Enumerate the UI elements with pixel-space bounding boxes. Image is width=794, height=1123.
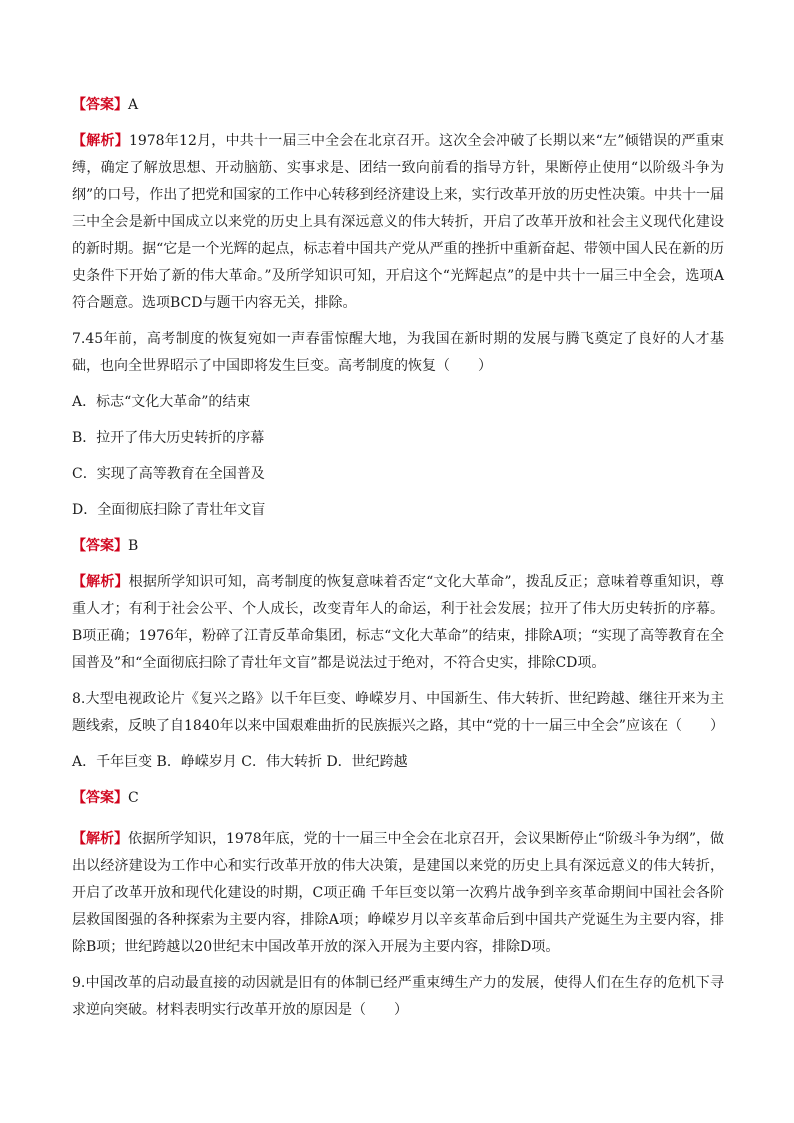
q7-analysis <box>72 569 724 677</box>
q6-answer <box>72 92 724 119</box>
q7-option-b: B．拉开了伟大历史转折的序幕 <box>72 430 265 446</box>
q6-analysis-text: 1978年12月，中共十一届三中全会在北京召开。这次全会冲破了长期以来“左”倾错误的严重束缚，确定了解放思想、开动脑筋、实事求是、团结一致向前看的指导方针，果断停止使用“以阶级斗争为纲”的口号，作出了把党和国家的工作中心转移到经济建设上来，实行改革开放的历史性决策。中共十一届三中全会是新中国成立以来党的历史上具有深远意义的伟大转折，开启了改革开放和社会主义现代化建设的新时期。据“它是一个光辉的起点，标志着中国共产党从严重的挫折中重新奋起、带领中国人民在新的历史条件下开始了新的伟大革命。”及所学知识可知，开启这个“光辉起点”的是中共十一届三中全会，选项A符合题意。选项BCD与题干内容无关，排除。 <box>72 133 724 311</box>
answer-label: 【答案】 <box>72 790 128 806</box>
q8-options: A．千年巨变 B．峥嵘岁月 C．伟大转折 D．世纪跨越 <box>72 754 408 770</box>
q6-answer-value: A <box>128 97 139 113</box>
q8-answer <box>72 785 724 812</box>
q7-option-d: D．全面彻底扫除了青壮年文盲 <box>72 502 266 518</box>
answer-label: 【答案】 <box>72 538 128 554</box>
q7-analysis-text: 根据所学知识可知，高考制度的恢复意味着否定“文化大革命”，拨乱反正；意味着尊重知识，尊重人才；有利于社会公平、个人成长，改变青年人的命运，利于社会发展；拉开了伟大历史转折的序幕。B项正确；1976年，粉碎了江青反革命集团，标志“文化大革命”的结束，排除A项；“实现了高等教育在全国普及”和“全面彻底扫除了青壮年文盲”都是说法过于绝对，不符合史实，排除CD项。 <box>72 574 725 671</box>
q6-analysis <box>72 128 724 317</box>
q9-stem: 9.中国改革的启动最直接的动因就是旧有的体制已经严重束缚生产力的发展，使得人们在生存的危机下寻求逆向突破。材料表明实行改革开放的原因是（ ） <box>72 975 724 1018</box>
analysis-label: 【解析】 <box>72 133 129 149</box>
q8-analysis <box>72 826 724 961</box>
analysis-label: 【解析】 <box>72 574 129 590</box>
document-page <box>72 92 724 1033</box>
q7-answer <box>72 533 724 560</box>
analysis-label: 【解析】 <box>72 831 129 847</box>
q7-option-a: A．标志“文化大革命”的结束 <box>72 394 251 410</box>
answer-label: 【答案】 <box>72 97 128 113</box>
q8-answer-value: C <box>128 790 139 806</box>
q7-stem: 7.45年前，高考制度的恢复宛如一声春雷惊醒大地，为我国在新时期的发展与腾飞奠定了良好的人才基础，也向全世界昭示了中国即将发生巨变。高考制度的恢复（ ） <box>72 331 724 374</box>
q7-option-c: C．实现了高等教育在全国普及 <box>72 466 265 482</box>
q8-stem: 8.大型电视政论片《复兴之路》以千年巨变、峥嵘岁月、中国新生、伟大转折、世纪跨越、继往开来为主题线索，反映了自1840年以来中国艰难曲折的民族振兴之路，其中“党的十一届三中全会”应该在（ ） <box>72 691 724 734</box>
q8-analysis-text: 依据所学知识，1978年底，党的十一届三中全会在北京召开，会议果断停止“阶级斗争为纲”，做出以经济建设为工作中心和实行改革开放的伟大决策，是建国以来党的历史上具有深远意义的伟大转折，开启了改革开放和现代化建设的时期，C项正确 千年巨变以第一次鸦片战争到辛亥革命期间中国社会各阶层救国图强的各种探索为主要内容，排除A项；峥嵘岁月以辛亥革命后到中国共产党诞生为主要内容，排除B项；世纪跨越以20世纪末中国改革开放的深入开展为主要内容，排除D项。 <box>72 831 724 955</box>
q7-answer-value: B <box>128 538 139 554</box>
